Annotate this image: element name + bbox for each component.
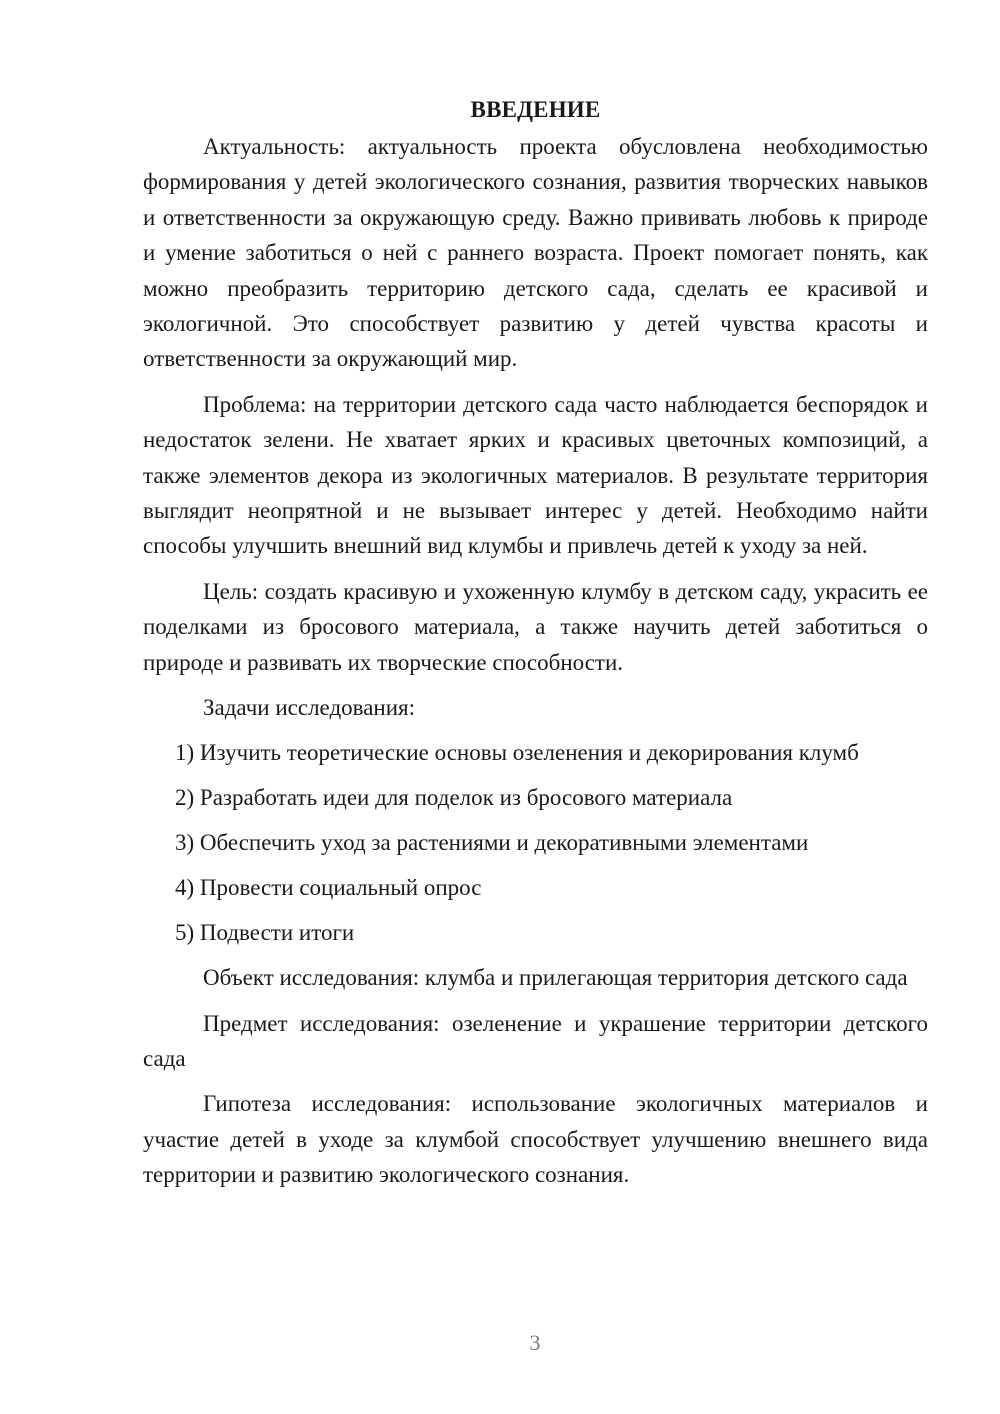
paragraph-object: Объект исследования: клумба и прилегающая территория детского сада xyxy=(203,965,908,991)
paragraph-goal: Цель: создать красивую и ухоженную клумбу в детском саду, украсить ее поделками из бросового материала, а также научить детей заботиться о природе и развивать их творческие способности. xyxy=(143,578,928,675)
document-page xyxy=(143,92,928,1203)
page-number: 3 xyxy=(529,1330,541,1355)
paragraph-relevance: Актуальность: актуальность проекта обусловлена необходимостью формирования у детей экологического сознания, развития творческих навыков и ответственности за окружающую среду. Важно прививать любовь к природе и умение заботиться о ней с раннего возраста. Проект помогает понять, как можно преобразить территорию детского сада, сделать ее красивой и экологичной. Это способствует развитию у детей чувства красоты и ответственности за окружающий мир. xyxy=(143,134,928,372)
paragraph-problem: Проблема: на территории детского сада часто наблюдается беспорядок и недостаток зелени. Не хватает ярких и красивых цветочных композиций, а также элементов декора из экологичных материалов. В результате территория выглядит неопрятной и не вызывает интерес у детей. Необходимо найти способы улучшить внешний вид клумбы и привлечь детей к уходу за ней. xyxy=(143,391,928,559)
list-item: 5) Подвести итоги xyxy=(175,920,355,946)
page-title: ВВЕДЕНИЕ xyxy=(470,97,601,122)
paragraph-subject: Предмет исследования: озеленение и украшение территории детского сада xyxy=(143,1010,928,1071)
paragraph-hypothesis: Гипотеза исследования: использование экологичных материалов и участие детей в уходе за клумбой способствует улучшению внешнего вида территории и развитию экологического сознания. xyxy=(143,1091,928,1188)
tasks-list xyxy=(143,735,928,950)
list-item: 2) Разработать идеи для поделок из бросового материала xyxy=(175,785,733,811)
list-item: 4) Провести социальный опрос xyxy=(175,875,482,901)
list-item: 1) Изучить теоретические основы озеленения и декорирования клумб xyxy=(175,740,859,766)
list-item: 3) Обеспечить уход за растениями и декоративными элементами xyxy=(175,830,809,856)
tasks-heading: Задачи исследования: xyxy=(203,695,416,721)
